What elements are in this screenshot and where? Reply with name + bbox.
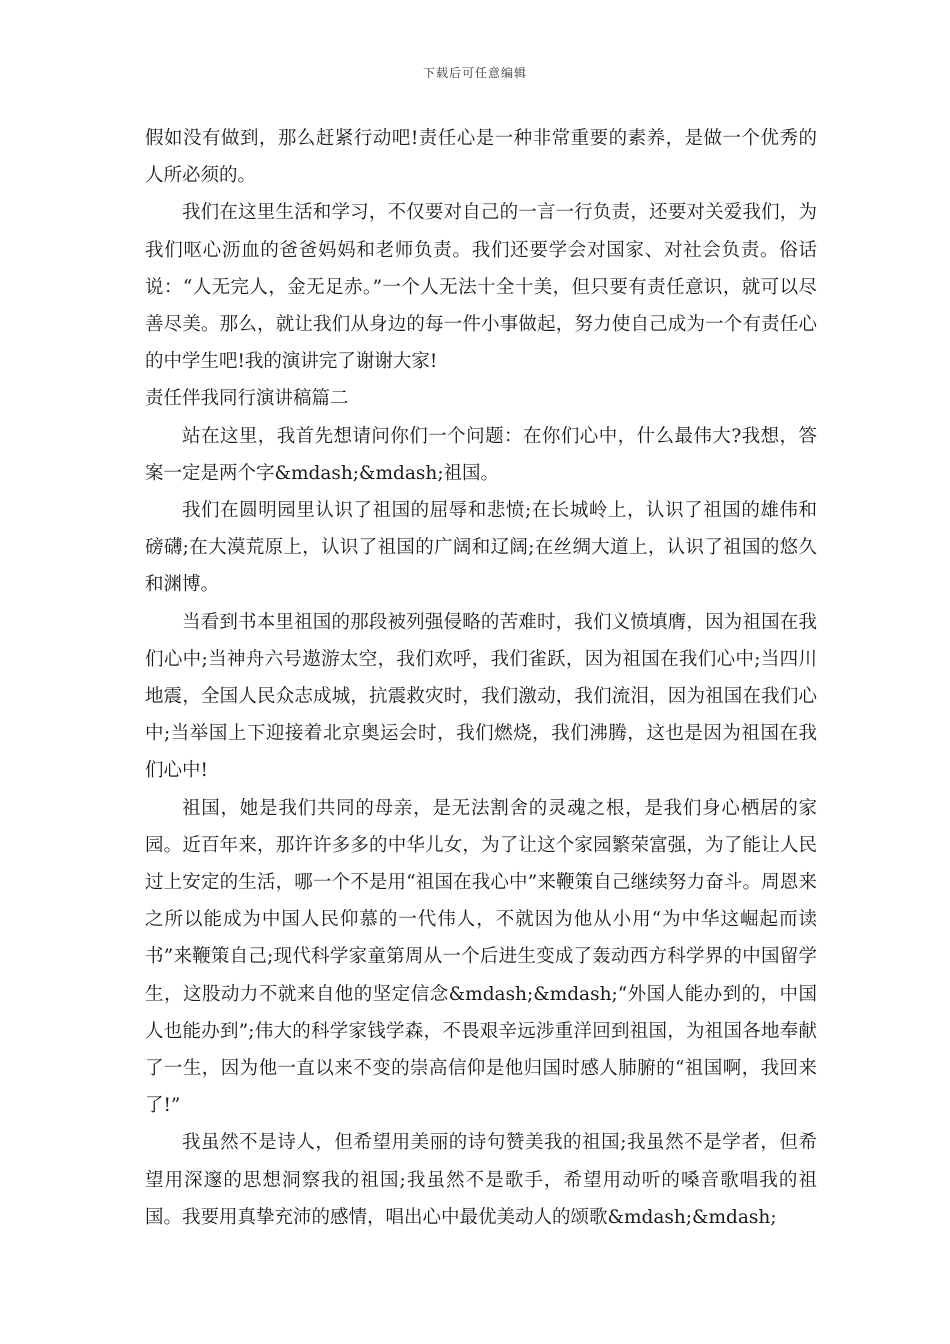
paragraph-4: 我们在圆明园里认识了祖国的屈辱和悲愤;在长城岭上，认识了祖国的雄伟和磅礴;在大漠荒原上，认识了祖国的广阔和辽阔;在丝绸大道上，认识了祖国的悠久和渊博。	[145, 500, 817, 596]
paragraph-5: 当看到书本里祖国的那段被列强侵略的苦难时，我们义愤填膺，因为祖国在我们心中;当神舟六号遨游太空，我们欢呼，我们雀跃，因为祖国在我们心中;当四川地震，全国人民众志成城，抗震救灾时，我们激动，我们流泪，因为祖国在我们心中;当举国上下迎接着北京奥运会时，我们燃烧，我们沸腾，这也是因为祖国在我们心中!	[145, 611, 817, 782]
paragraph-3: 站在这里，我首先想请问你们一个问题：在你们心中，什么最伟大?我想，答案一定是两个字&mdash;&mdash;祖国。	[145, 425, 817, 484]
page-header: 下载后可任意编辑	[422, 66, 527, 80]
document-body	[145, 120, 817, 1236]
paragraph-2: 我们在这里生活和学习，不仅要对自己的一言一行负责，还要对关爱我们，为我们呕心沥血的爸爸妈妈和老师负责。我们还要学会对国家、对社会负责。俗话说：“人无完人，金无足赤。”一个人无法十全十美，但只要有责任意识，就可以尽善尽美。那么，就让我们从身边的每一件小事做起，努力使自己成为一个有责任心的中学生吧!我的演讲完了谢谢大家!	[145, 202, 817, 373]
paragraph-6: 祖国，她是我们共同的母亲，是无法割舍的灵魂之根，是我们身心栖居的家园。近百年来，那许许多多的中华儿女，为了让这个家园繁荣富强，为了能让人民过上安定的生活，哪一个不是用“祖国在我心中”来鞭策自己继续努力奋斗。周恩来之所以能成为中国人民仰慕的一代伟人，不就因为他从小用“为中华这崛起而读书”来鞭策自己;现代科学家童第周从一个后进生变成了轰动西方科学界的中国留学生，这股动力不就来自他的坚定信念&mdash;&mdash;“外国人能办到的，中国人也能办到”;伟大的科学家钱学森，不畏艰辛远涉重洋回到祖国，为祖国各地奉献了一生，因为他一直以来不变的崇高信仰是他归国时感人肺腑的“祖国啊，我回来了!”	[145, 797, 817, 1117]
paragraph-7: 我虽然不是诗人，但希望用美丽的诗句赞美我的祖国;我虽然不是学者，但希望用深邃的思想洞察我的祖国;我虽然不是歌手，希望用动听的嗓音歌唱我的祖国。我要用真挚充沛的感情，唱出心中最优美动人的颂歌&mdash;&mdash;	[145, 1132, 817, 1228]
section-heading: 责任伴我同行演讲稿篇二	[145, 388, 349, 410]
paragraph-1: 假如没有做到，那么赶紧行动吧!责任心是一种非常重要的素养，是做一个优秀的人所必须的。	[145, 128, 817, 187]
